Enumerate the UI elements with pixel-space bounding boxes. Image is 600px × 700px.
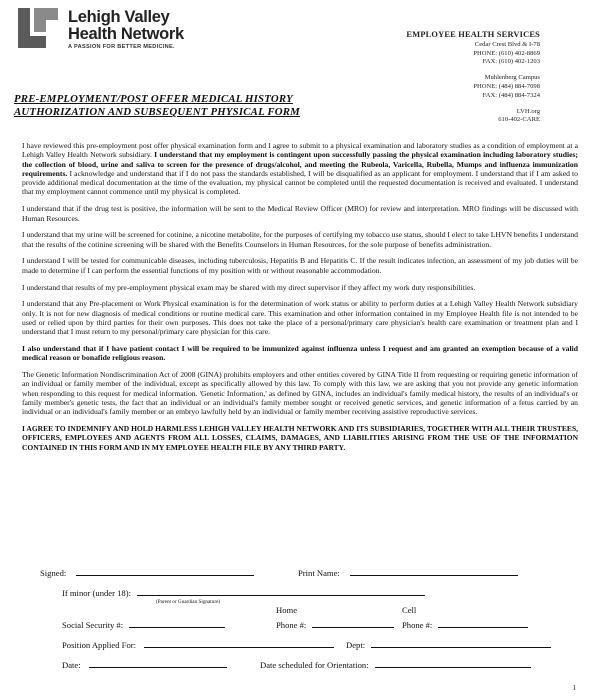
- date-label: Date:: [62, 660, 81, 670]
- paragraph-gina: The Genetic Information Nondiscrimination Act of 2008 (GINA) prohibits employers and other entities covered by GINA Title II from requesting or requiring genetic information of an individual or family member of the individual, except as specifically allowed by this law. To comply with this law, we are asking that you not provide any genetic information when responding to this request for medical information. 'Genetic Information,' as defined by GINA, includes an individual's family medical history, the results of an individual's or family member's genetic tests, the fact that an individual or an individual's family member sought or received genetic services, and genetic information of a fetus carried by an individual or an individual's family member or an embryo lawfully held by an individual or family member receiving assistive reproductive services.: [22, 370, 578, 417]
- orientation-date-field[interactable]: [375, 658, 531, 668]
- ssn-field[interactable]: [129, 618, 225, 628]
- cell-label: Cell: [402, 605, 417, 615]
- fax-line: FAX: (610) 402-1203: [482, 58, 540, 66]
- paragraph-consent: I have reviewed this pre-employment post offer physical examination form and I agree to submit to a physical examination and laboratory studies as a condition of employment at a Lehigh Valley Health Network subsidiary. I understand that my employment is contingent upon successfully passing the physical examination including laboratory studies; the collection of blood, urine and saliva to screen for the presence of drugs/alcohol, and meeting the Rubeola, Varicella, Rubella, Mumps and influenza immunization requirements. I acknowledge and understand that if I do not pass the standards established, I will be disqualified as an applicant for employment. I understand that if I am asked to provide additional medical documentation at the time of the evaluation, my physical cannot be completed until the requested documentation is received and evaluated. I understand that my employment cannot commence until my physical is completed.: [22, 141, 578, 197]
- date-field[interactable]: [89, 658, 227, 668]
- paragraph-indemnify: I AGREE TO INDEMNIFY AND HOLD HARMLESS LEHIGH VALLEY HEALTH NETWORK AND ITS SUBSIDIARIES, TOGETHER WITH ALL THEIR TRUSTEES, OFFICERS, EMPLOYEES AND AGENTS FROM ALL LOSSES, CLAIMS, DAMAGES, AND LIABILITIES ARISING FROM THE USE OF THE INFORMATION CONTAINED IN THIS FORM AND IN MY EMPLOYEE HEALTH FILE BY ANY THIRD PARTY.: [22, 424, 578, 452]
- cell-phone-field[interactable]: [438, 618, 528, 628]
- dept-field[interactable]: [371, 638, 551, 648]
- orientation-label: Date scheduled for Orientation:: [260, 660, 369, 670]
- logo-tagline: A PASSION FOR BETTER MEDICINE.: [68, 44, 175, 50]
- care-line: 610-402-CARE: [498, 116, 540, 124]
- paragraph-drug-test: I understand that if the drug test is positive, the information will be sent to the Medical Review Officer (MRO) for review and interpretation. MRO findings will be discussed with Human Resources.: [22, 204, 578, 223]
- document-title: [14, 93, 300, 119]
- home-label: Home: [276, 605, 298, 615]
- page-number: 1: [572, 684, 576, 692]
- print-name-field[interactable]: [350, 566, 518, 576]
- ssn-label: Social Security #:: [62, 620, 124, 630]
- signature-field[interactable]: [76, 566, 254, 576]
- title-line2: AUTHORIZATION AND SUBSEQUENT PHYSICAL FORM: [14, 106, 300, 118]
- organization-logo: [14, 6, 224, 54]
- dept-label: Dept:: [346, 640, 366, 650]
- address-line: Cedar Crest Blvd & I-78: [474, 40, 540, 48]
- contact-block: [406, 31, 540, 125]
- paragraph-communicable: I understand I will be tested for communicable diseases, including tuberculosis, Hepatitis B and Hepatitis C. If the result indicates infection, an assessment of my job duties will be made to determine if I can perform the essential functions of my position with or without reasonable accommodation.: [22, 256, 578, 275]
- guardian-caption: (Parent or Guardian Signature): [156, 599, 221, 605]
- campus-line: Muhlenberg Campus: [484, 74, 540, 82]
- document-body: [22, 141, 578, 460]
- network-logo-icon: [14, 6, 62, 52]
- paragraph-influenza: I also understand that if I have patient contact I will be required to be immunized against influenza unless I request and am granted an exemption because of a valid medical reason or bonafide religious reason.: [22, 344, 578, 363]
- logo-line2: Health Network: [68, 25, 184, 43]
- position-label: Position Applied For:: [62, 640, 137, 650]
- phone-line: PHONE: (484) 884-7098: [473, 82, 540, 90]
- fax-line: FAX: (484) 884-7324: [482, 91, 540, 99]
- logo-line1: Lehigh Valley: [68, 8, 170, 26]
- guardian-signature-field[interactable]: [137, 586, 425, 596]
- phone-line: PHONE: (610) 402-8869: [473, 49, 540, 57]
- home-phone-label: Phone #:: [276, 620, 307, 630]
- position-field[interactable]: [144, 638, 334, 648]
- website-line: LVH.org: [516, 107, 540, 115]
- cell-phone-label: Phone #:: [402, 620, 433, 630]
- signed-label: Signed:: [40, 568, 67, 578]
- print-name-label: Print Name:: [298, 568, 340, 578]
- department-heading: EMPLOYEE HEALTH SERVICES: [406, 30, 540, 39]
- paragraph-cotinine: I understand that my urine will be screened for cotinine, a nicotine metabolite, for the purposes of certifying my tobacco use status, should I elect to take LHVN benefits I understand that the results of the cotinine screening will be shared with the Benefits Counselors in Human Resources, for the sole purpose of benefits administration.: [22, 230, 578, 249]
- paragraph-supervisor: I understand that results of my pre-employment physical exam may be shared with my direct supervisor if they affect my work duty responsibilities.: [22, 282, 476, 292]
- home-phone-field[interactable]: [312, 618, 394, 628]
- paragraph-work-status: I understand that any Pre-placement or Work Physical examination is for the determination of work status or ability to perform duties at a Lehigh Valley Health Network subsidiary only. It is not for new diagnosis of medical conditions or routine medical care. This examination and other information contained in my Employee Health file is not intended to be used or relied upon by third parties for their own purposes. This does not take the place of a personal/primary care physician's health care examination or treatment plan and I understand that I must return to my personal/primary care physician for this care.: [22, 299, 578, 337]
- minor-label: If minor (under 18):: [62, 588, 131, 598]
- title-line1: PRE-EMPLOYMENT/POST OFFER MEDICAL HISTORY: [14, 93, 293, 105]
